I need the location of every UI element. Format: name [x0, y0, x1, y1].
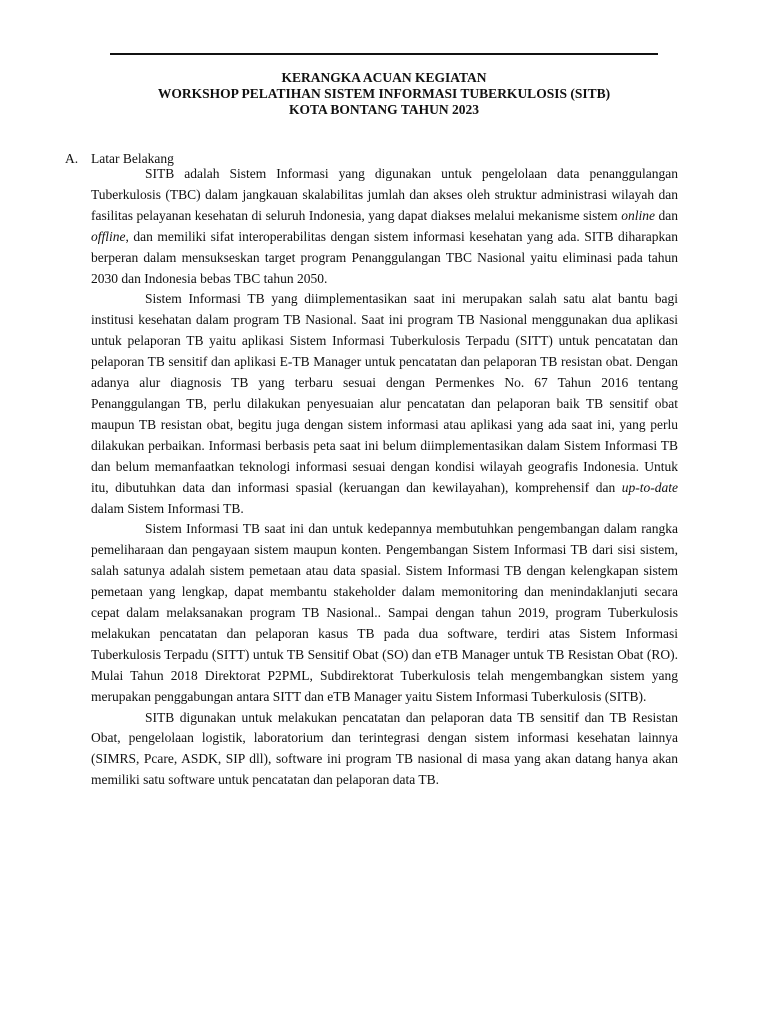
paragraph-text: SITB digunakan untuk melakukan pencatatan dan pelaporan data TB sensitif dan TB Resistan Obat, pengelolaan logistik, laboratorium dan terintegrasi dengan sistem informasi kesehatan lainnya (SIMRS, Pcare, ASDK, SIP dll), software ini program TB nasional di masa yang akan datang hanya akan memiliki satu software untuk pencatatan dan pelaporan data TB. — [91, 709, 678, 788]
emphasis-text: online — [621, 207, 655, 223]
paragraph-text: Sistem Informasi TB saat ini dan untuk kedepannya membutuhkan pengembangan dalam rangka pemeliharaan dan pengayaan sistem maupun konten. Pengembangan Sistem Informasi TB dari sisi sistem, salah satunya adalah sistem pemetaan atau data spasial. Sistem Informasi TB dengan kelengkapan sistem pemetaan yang lengkap, dapat membantu stakeholder dalam memonitoring dan menindaklanjuti secara cepat dalam melaksanakan program TB Nasional.. Sampai dengan tahun 2019, program Tuberkulosis melakukan pencatatan dan pelaporan kasus TB pada dua software, terdiri atas Sistem Informasi Tuberkulosis Terpadu (SITT) untuk TB Sensitif Obat (SO) dan eTB Manager untuk TB Resistan Obat (RO). Mulai Tahun 2018 Direktorat P2PML, Subdirektorat Tuberkulosis telah mengembangkan sistem yang merupakan penggabungan antara SITT dan eTB Manager yaitu Sistem Informasi Tuberkulosis (SITB). — [91, 521, 678, 704]
header-rule — [110, 53, 658, 55]
paragraph-text: Sistem Informasi TB yang diimplementasikan saat ini merupakan salah satu alat bantu bagi institusi kesehatan dalam program TB Nasional. Saat ini program TB Nasional menggunakan dua aplikasi untuk pelaporan TB yaitu aplikasi Sistem Informasi Tuberkulosis Terpadu (SITT) untuk pencatatan dan pelaporan TB sensitif dan aplikasi E-TB Manager untuk pencatatan dan pelaporan TB resistan obat. Dengan adanya alur diagnosis TB yang terbaru sesuai dengan Permenkes No. 67 Tahun 2016 tentang Penanggulangan TB, perlu dilakukan penyesuaian alur pencatatan dan pelaporan baik TB sensitif obat maupun TB resistan obat, begitu juga dengan sistem informasi atau aplikasi yang ada saat ini, yang perlu dilakukan perbaikan. Informasi berbasis peta saat ini belum diimplementasikan dalam Sistem Informasi TB dan belum memanfaatkan teknologi informasi sesuai dengan kondisi wilayah geografis Indonesia. Untuk itu, dibutuhkan data dan informasi spasial (keruangan dan kewilayahan), komprehensif dan — [91, 291, 678, 495]
section-body — [91, 164, 678, 791]
emphasis-text: offline — [91, 228, 126, 244]
paragraph-text: , dan memiliki sifat interoperabilitas dengan sistem informasi kesehatan yang ada. SITB diharapkan berperan dalam mensukseskan target program Penanggulangan TBC Nasional yaitu eliminasi pada tahun 2030 dan Indonesia bebas TBC tahun 2050. — [91, 228, 678, 286]
document-title — [60, 70, 708, 118]
title-line: KERANGKA ACUAN KEGIATAN — [281, 70, 487, 85]
paragraph-text: SITB adalah Sistem Informasi yang digunakan untuk pengelolaan data penanggulangan Tuberkulosis (TBC) dalam jangkauan skalabilitas jumlah dan akses oleh struktur administrasi wilayah dan fasilitas pelayanan kesehatan di seluruh Indonesia, yang dapat diakses melalui mekanisme sistem — [91, 166, 678, 223]
paragraph — [91, 289, 678, 519]
paragraph-text: dalam Sistem Informasi TB. — [91, 500, 244, 516]
paragraph — [91, 519, 678, 707]
title-line: KOTA BONTANG TAHUN 2023 — [289, 102, 479, 117]
paragraph — [91, 708, 678, 792]
section-letter: A. — [65, 151, 79, 166]
title-line: WORKSHOP PELATIHAN SISTEM INFORMASI TUBERKULOSIS (SITB) — [157, 86, 611, 101]
emphasis-text: up-to-date — [621, 479, 678, 495]
paragraph — [91, 164, 678, 289]
section-title: Latar Belakang — [91, 151, 174, 166]
paragraph-text: dan — [654, 207, 678, 223]
